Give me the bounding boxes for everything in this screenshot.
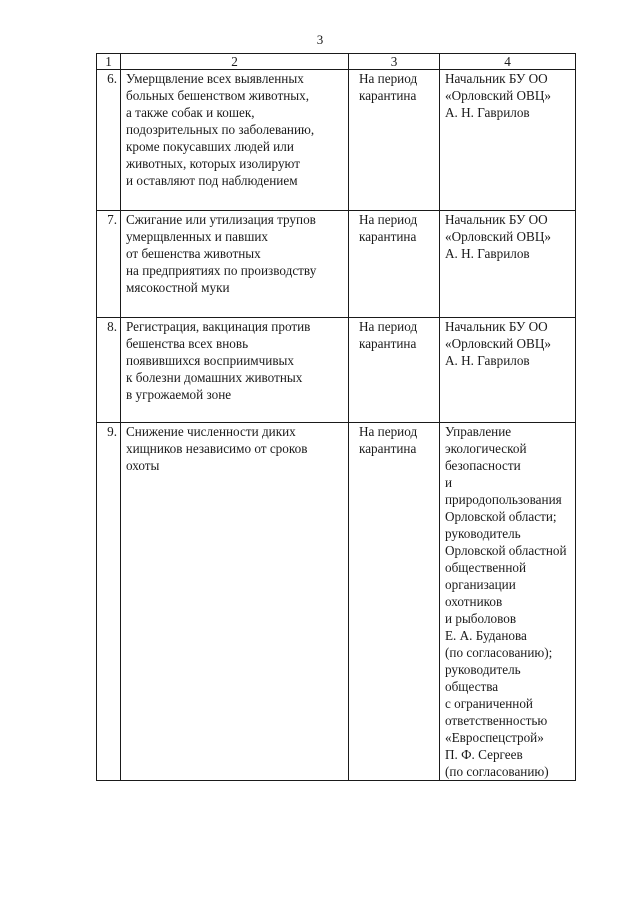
responsible-cell: Начальник БУ ОО «Орловский ОВЦ» А. Н. Гаврилов <box>440 70 576 211</box>
activities-table <box>96 53 576 781</box>
column-header: 3 <box>349 54 440 70</box>
period-cell: На период карантина <box>349 211 440 318</box>
page-number: 3 <box>316 32 324 47</box>
responsible-cell: Начальник БУ ОО «Орловский ОВЦ» А. Н. Гаврилов <box>440 211 576 318</box>
activity-cell: Снижение численности диких хищников независимо от сроков охоты <box>121 423 349 781</box>
table-row <box>97 423 576 781</box>
responsible-cell: Начальник БУ ОО «Орловский ОВЦ» А. Н. Гаврилов <box>440 318 576 423</box>
column-header: 1 <box>97 54 121 70</box>
period-cell: На период карантина <box>349 70 440 211</box>
table-header-row <box>97 54 576 70</box>
row-number: 6. <box>97 70 121 211</box>
responsible-cell: Управление экологической безопасности и природопользования Орловской области; руководитель Орловской областной общественной организации охотников и рыболовов Е. А. Буданова (по согласованию); руководитель общества с ограниченной ответственностью «Евроспецстрой» П. Ф. Сергеев (по согласованию) <box>440 423 576 781</box>
column-header: 4 <box>440 54 576 70</box>
table-row <box>97 70 576 211</box>
column-header: 2 <box>121 54 349 70</box>
table-row <box>97 318 576 423</box>
row-number: 7. <box>97 211 121 318</box>
row-number: 9. <box>97 423 121 781</box>
activity-cell: Сжигание или утилизация трупов умерщвленных и павших от бешенства животных на предприятиях по производству мясокостной муки <box>121 211 349 318</box>
activity-cell: Регистрация, вакцинация против бешенства всех вновь появившихся восприимчивых к болезни домашних животных в угрожаемой зоне <box>121 318 349 423</box>
period-cell: На период карантина <box>349 423 440 781</box>
row-number: 8. <box>97 318 121 423</box>
period-cell: На период карантина <box>349 318 440 423</box>
table-row <box>97 211 576 318</box>
activity-cell: Умерщвление всех выявленных больных бешенством животных, а также собак и кошек, подозрительных по заболеванию, кроме покусавших людей или животных, которых изолируют и оставляют под наблюдением <box>121 70 349 211</box>
